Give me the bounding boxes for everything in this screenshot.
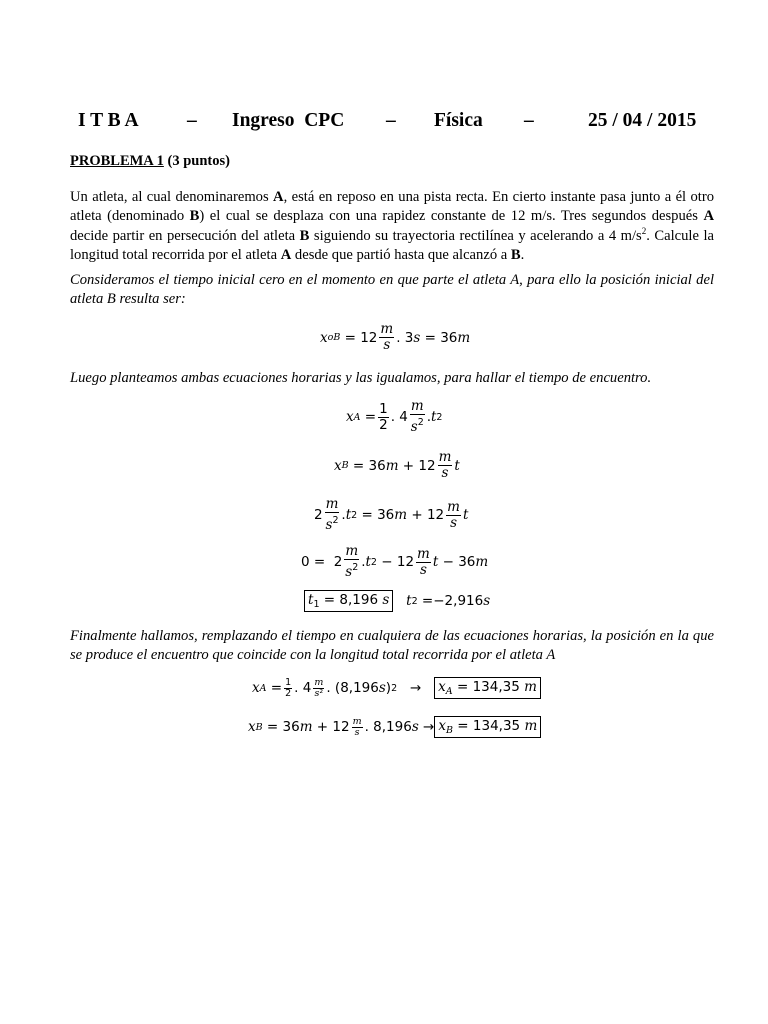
equation-roots: $t_1 = 8,196$ s t 2 = −2,916 s xyxy=(304,590,490,612)
xB-result-box: $x_B = 134,35$ m xyxy=(434,716,541,738)
problem-title: PROBLEMA 1 xyxy=(70,153,164,169)
header-subject: Física xyxy=(434,110,483,131)
t1-result-box: $t_1 = 8,196$ s xyxy=(304,590,393,612)
equations-intro: Luego planteamos ambas ecuaciones horarias y las igualamos, para hallar el tiempo de encuentro. xyxy=(70,370,652,386)
header-dash: – xyxy=(386,110,396,131)
header-line xyxy=(78,110,704,136)
header-dash: – xyxy=(187,110,197,131)
header-dash: – xyxy=(524,110,534,131)
equation-initial-position: x oB = 12 $\frac{m}{s}$ . 3 s = 36 m xyxy=(320,321,471,353)
equation-xB: x B = 36 m + 12 $\frac{m}{s}$ t xyxy=(334,449,460,481)
problem-statement: Un atleta, al cual denominaremos A, está en reposo en una pista recta. En cierto instante pasa junto a él otro atleta (denominado B) el cual se desplaza con una rapidez constante de 12 m/s. Tres segundos después A decide partir en persecución del atleta B siguiendo su trayectoria rectilínea y acelerando a 4 $m/s^2$. Calcule la longitud total recorrida por el atleta A desde que partió hasta que alcanzó a B. xyxy=(70,189,715,263)
header-course: Ingreso CPC xyxy=(232,110,345,131)
equation-equality: 2 $\frac{m}{s^2}$ . t 2 = 36 m + 12 $\frac{m}{s}$ t xyxy=(314,496,469,533)
header-date: 25 / 04 / 2015 xyxy=(588,110,697,131)
equation-xA: x A = $\frac{1}{2}$ . 4 $\frac{m}{s^2}$ . t 2 xyxy=(346,398,443,435)
equation-xA-final: x A = $\frac{1}{2}$ . 4 $\frac{m}{\text{s²}}$ . (8,196 s ) 2 → $x_A = 134,35$ m xyxy=(252,677,541,699)
header-org: I T B A xyxy=(78,110,139,131)
solution-intro: Consideramos el tiempo inicial cero en el momento en que parte el atleta A, para ello la posición inicial del atleta B resulta ser: xyxy=(70,272,714,308)
problem-points: (3 puntos) xyxy=(167,153,230,169)
equation-quadratic: 0 = 2 $\frac{m}{s^2}$ . t 2 − 12 $\frac{m}{s}$ t − 36 m xyxy=(301,543,489,580)
final-text: Finalmente hallamos, remplazando el tiempo en cualquiera de las ecuaciones horarias, la posición en la que se produce el encuentro que coincide con la longitud total recorrida por el atleta A xyxy=(70,628,714,664)
xA-result-box: $x_A = 134,35$ m xyxy=(434,677,541,699)
problem-heading xyxy=(70,153,230,170)
equation-xB-final: x B = 36 m + 12 $\frac{m}{s}$ . 8,196 s → $x_B = 134,35$ m xyxy=(248,716,541,738)
